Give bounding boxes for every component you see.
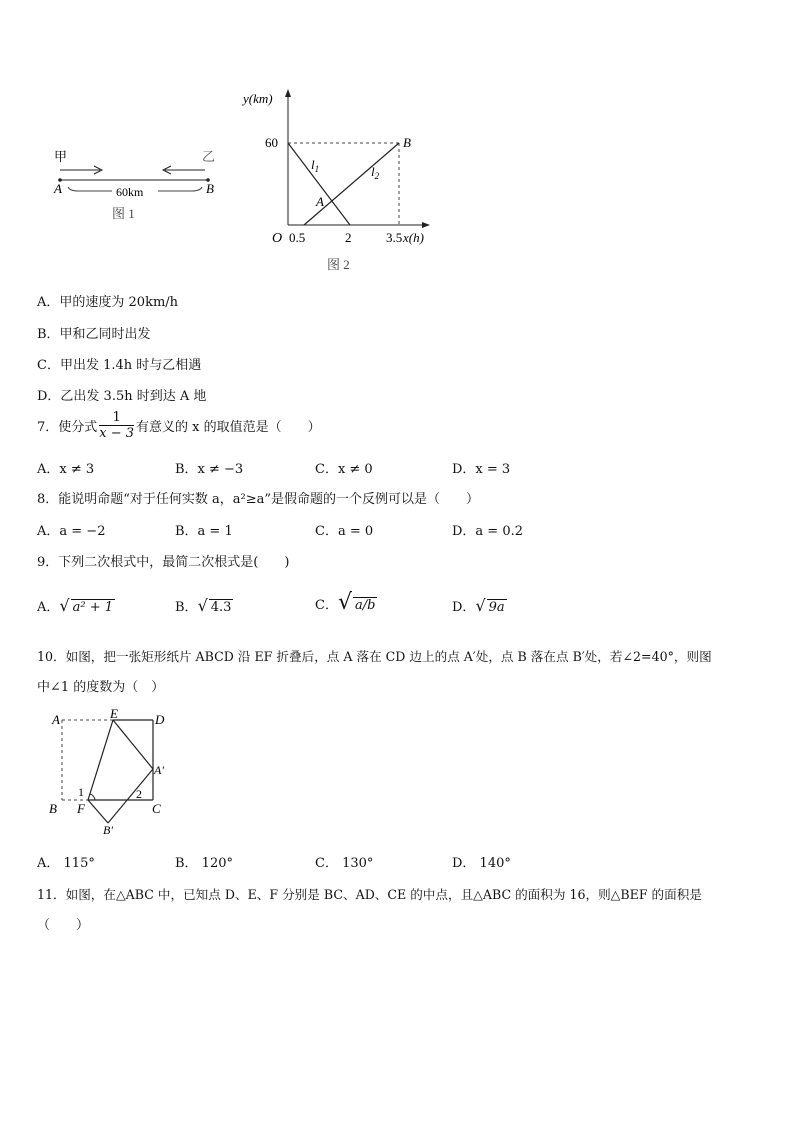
fig1-label-yi: 乙 <box>202 149 216 164</box>
q10-option-d: D． 140° <box>452 856 511 871</box>
fig1-point-a: A <box>54 181 62 196</box>
q10-label-angle1: 1 <box>78 785 84 799</box>
q9-stem: 9．下列二次根式中，最简二次根式是( ) <box>37 555 290 570</box>
q10-angle1-arc <box>90 794 95 800</box>
q8-option-b: B．a = 1 <box>175 524 233 539</box>
fig2-xtick-3-5: 3.5 <box>386 230 403 245</box>
q10-stem-line1: 10．如图，把一张矩形纸片 ABCD 沿 EF 折叠后，点 A 落在 CD 边上的点 A′处，点 B 落在点 B′处，若∠2=40°，则图 <box>37 649 712 664</box>
fig2-origin: O <box>272 231 283 246</box>
q7-frac-num: 1 <box>99 410 134 426</box>
q10-label-a: A <box>52 712 60 727</box>
figure-2 <box>243 85 455 280</box>
q9-option-d: D．√ 9a <box>452 596 505 615</box>
fig2-xtick-0-5: 0.5 <box>289 230 306 245</box>
q10-option-a: A． 115° <box>37 856 95 871</box>
q7-option-c: C．x ≠ 0 <box>315 462 373 477</box>
q10-label-b: B <box>49 801 57 816</box>
q11-stem-line1: 11．如图，在△ABC 中，已知点 D、E、F 分别是 BC、AD、CE 的中点，且△ABC 的面积为 16，则△BEF 的面积是 <box>37 887 702 902</box>
fig2-x-arrow <box>422 222 430 228</box>
q10-edge-fb <box>88 800 108 823</box>
fig2-xlabel: x(h) <box>403 230 424 245</box>
q9-label-b: B． <box>175 600 198 615</box>
q8-option-c: C．a = 0 <box>315 524 374 539</box>
fig2-point-b: B <box>403 135 411 150</box>
q9-option-b: B．√ 4.3 <box>175 596 232 615</box>
fig2-ytick-60: 60 <box>265 135 278 150</box>
q9-label-a: A． <box>37 600 60 615</box>
q9-radicand-b: 4.3 <box>210 600 232 615</box>
q9-radicand-a: a² + 1 <box>72 600 113 615</box>
q10-label-angle2: 2 <box>136 787 142 801</box>
q10-label-d: D <box>155 712 165 727</box>
q10-edge-ab <box>108 769 153 823</box>
q7-prefix: 7．使分式 <box>37 420 98 435</box>
q6-option-c: C．甲出发 1.4h 时与乙相遇 <box>37 358 202 373</box>
q9-option-c: C．√ a/b <box>315 590 376 615</box>
q7-fraction <box>99 410 134 441</box>
fig2-point-a: A <box>316 194 324 209</box>
q9-radicand-c: a/b <box>354 598 376 613</box>
figure-1 <box>50 145 230 225</box>
q10-fold-ef <box>88 720 113 800</box>
fig2-l2-label: $l_2$ <box>371 164 380 181</box>
q10-stem-line2: 中∠1 的度数为（ ） <box>37 680 165 695</box>
q7-stem <box>37 410 321 441</box>
q9-option-a: A．√ a² + 1 <box>37 596 113 615</box>
q11-stem-line2: （ ） <box>37 918 90 933</box>
q10-edge-ea <box>113 720 153 769</box>
q10-label-e: E <box>110 706 118 721</box>
q8-stem: 8．能说明命题“对于任何实数 a，a²≥a”是假命题的一个反例可以是（ ） <box>37 492 480 507</box>
fig2-caption: 图 2 <box>327 257 350 272</box>
q7-suffix: 有意义的 x 的取值范是（ ） <box>136 420 321 435</box>
q10-label-f: F <box>77 801 85 816</box>
fig2-ylabel: y(km) <box>243 91 273 106</box>
fig1-brace-right <box>158 187 202 191</box>
fig1-caption: 图 1 <box>112 206 135 221</box>
q7-option-a: A．x ≠ 3 <box>37 462 95 477</box>
fig2-y-arrow <box>285 89 291 97</box>
q10-figure <box>40 707 180 837</box>
q8-option-a: A．a = −2 <box>37 524 106 539</box>
q10-option-c: C． 130° <box>315 856 374 871</box>
q8-option-d: D．a = 0.2 <box>452 524 524 539</box>
q6-option-b: B．甲和乙同时出发 <box>37 327 151 342</box>
q9-label-d: D． <box>452 600 476 615</box>
q10-label-b-prime: B' <box>103 823 113 837</box>
q9-radicand-d: 9a <box>488 600 505 615</box>
q10-label-a-prime: A' <box>154 763 164 777</box>
fig2-xtick-2: 2 <box>345 230 352 245</box>
fig1-label-jia: 甲 <box>54 149 68 164</box>
q7-option-d: D．x = 3 <box>452 462 511 477</box>
fig2-l1-label: $l_1$ <box>311 157 320 174</box>
fig1-point-b: B <box>206 181 214 196</box>
q10-option-b: B． 120° <box>175 856 233 871</box>
q6-option-d: D．乙出发 3.5h 时到达 A 地 <box>37 389 207 404</box>
q7-option-b: B．x ≠ −3 <box>175 462 244 477</box>
fig1-distance: 60km <box>116 185 144 199</box>
fig1-brace-left <box>68 187 112 191</box>
q10-label-c: C <box>152 801 161 816</box>
q6-option-a: A．甲的速度为 20km/h <box>37 295 179 310</box>
q7-frac-den: x − 3 <box>99 426 135 441</box>
q9-label-c: C． <box>315 598 338 613</box>
